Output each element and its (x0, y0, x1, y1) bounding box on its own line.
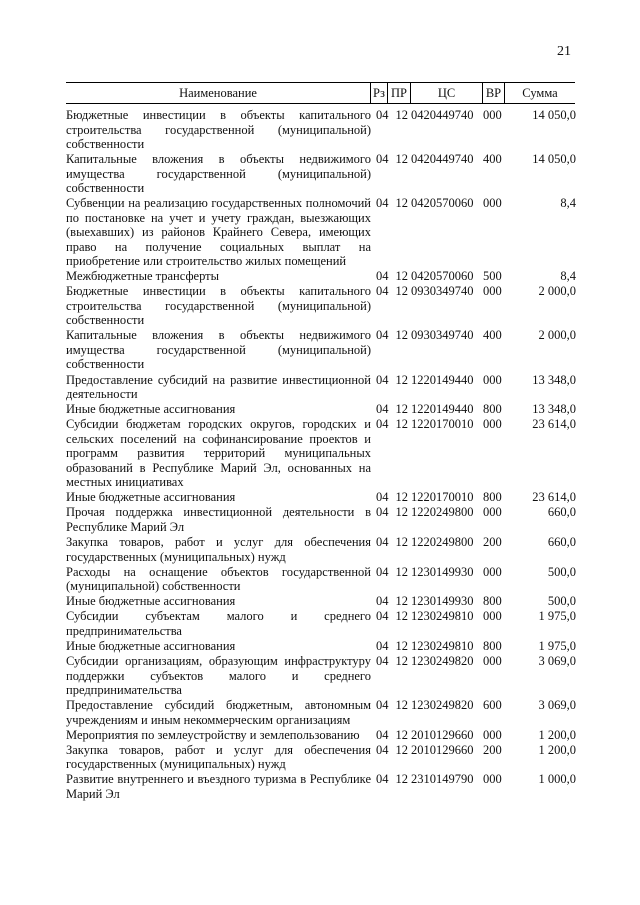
cell-cs: 1220170010 (411, 490, 474, 505)
cell-pr: 12 (395, 535, 408, 550)
cell-vr: 000 (483, 417, 502, 432)
cell-name: Иные бюджетные ассигнования (66, 594, 236, 609)
table-row (66, 108, 576, 152)
cell-rz: 04 (376, 772, 389, 787)
table-header (66, 82, 575, 104)
cell-pr: 12 (395, 402, 408, 417)
cell-sum: 23 614,0 (532, 417, 576, 432)
cell-pr: 12 (395, 742, 408, 757)
cell-sum: 3 069,0 (538, 654, 576, 668)
cell-sum: 1 200,0 (538, 742, 576, 757)
cell-sum: 3 069,0 (538, 698, 576, 713)
cell-name: Прочая поддержка инвестиционной деятельности в Республике Марий Эл (66, 505, 371, 534)
cell-sum: 13 348,0 (532, 372, 576, 387)
cell-vr: 400 (483, 152, 502, 167)
cell-rz: 04 (376, 417, 389, 432)
cell-vr: 600 (483, 698, 502, 713)
cell-name: Субсидии субъектам малого и среднего предпринимательства (66, 609, 371, 638)
table-row (66, 565, 576, 594)
cell-rz: 04 (376, 742, 389, 757)
cell-cs: 0420570060 (411, 269, 474, 284)
cell-vr: 000 (483, 196, 502, 211)
cell-sum: 13 348,0 (532, 402, 576, 417)
page-number: 21 (557, 44, 571, 59)
cell-pr: 12 (395, 654, 408, 668)
cell-vr: 400 (483, 328, 502, 343)
cell-cs: 0420449740 (411, 108, 474, 122)
cell-cs: 1230249810 (411, 638, 474, 653)
cell-name: Закупка товаров, работ и услуг для обеспечения государственных (муниципальных) нужд (66, 535, 371, 564)
cell-cs: 1230249820 (411, 698, 474, 713)
table-row (66, 402, 576, 417)
cell-cs: 0930349740 (411, 328, 474, 343)
cell-rz: 04 (376, 698, 389, 713)
cell-sum: 660,0 (547, 505, 576, 520)
cell-cs: 1220249800 (411, 535, 474, 550)
cell-cs: 1230249810 (411, 609, 474, 624)
cell-name: Субвенции на реализацию государственных полномочий по постановке на учет и учету граждан, выезжающих (выехавших) из районов Крайнего Севера, имеющих право на получение социальных выплат на приобретение или строительство жилых помещений (66, 196, 371, 269)
cell-sum: 1 975,0 (538, 609, 576, 624)
cell-vr: 000 (483, 727, 502, 742)
cell-name: Расходы на оснащение объектов государственной (муниципальной) собственности (66, 564, 371, 594)
cell-rz: 04 (376, 638, 389, 653)
cell-rz: 04 (376, 505, 389, 520)
cell-sum: 8,4 (560, 269, 576, 284)
table-row (66, 609, 576, 638)
cell-sum: 1 000,0 (538, 772, 576, 787)
cell-pr: 12 (395, 638, 408, 653)
cell-cs: 0420449740 (411, 152, 474, 167)
cell-rz: 04 (376, 535, 389, 550)
cell-name: Иные бюджетные ассигнования (66, 490, 236, 505)
cell-rz: 04 (376, 594, 389, 609)
cell-rz: 04 (376, 196, 389, 211)
cell-vr: 000 (483, 609, 502, 624)
cell-rz: 04 (376, 284, 389, 299)
table-row (66, 490, 576, 505)
cell-name: Мероприятия по землеустройству и землепользованию (66, 727, 360, 742)
cell-pr: 12 (395, 196, 408, 211)
cell-sum: 14 050,0 (532, 108, 576, 122)
cell-pr: 12 (395, 417, 408, 432)
cell-pr: 12 (395, 269, 408, 284)
table-row (66, 269, 576, 284)
cell-sum: 1 200,0 (538, 727, 576, 742)
cell-rz: 04 (376, 654, 389, 668)
cell-name: Иные бюджетные ассигнования (66, 638, 236, 653)
cell-rz: 04 (376, 402, 389, 417)
cell-cs: 1230149930 (411, 564, 474, 579)
cell-sum: 2 000,0 (538, 284, 576, 299)
cell-pr: 12 (395, 284, 408, 299)
table-row (66, 505, 576, 534)
table-row (66, 373, 576, 402)
cell-pr: 12 (395, 372, 408, 387)
cell-name: Субсидии бюджетам городских округов, городских и сельских поселений на софинансирование проектов и программ развития территорий муниципальных образований в Республике Марий Эл, основанных на местных инициативах (66, 417, 371, 490)
cell-vr: 000 (483, 505, 502, 520)
cell-rz: 04 (376, 152, 389, 167)
cell-vr: 000 (483, 372, 502, 387)
table-row (66, 328, 576, 372)
header-name: Наименование (66, 83, 371, 103)
table-row (66, 698, 576, 727)
table-row (66, 639, 576, 654)
cell-sum: 8,4 (560, 196, 576, 211)
cell-pr: 12 (395, 609, 408, 624)
cell-rz: 04 (376, 328, 389, 343)
cell-vr: 000 (483, 564, 502, 579)
cell-name: Капитальные вложения в объекты недвижимого имущества государственной (муниципальной) собственности (66, 152, 371, 196)
cell-name: Межбюджетные трансферты (66, 269, 220, 284)
cell-rz: 04 (376, 564, 389, 579)
cell-vr: 800 (483, 402, 502, 417)
cell-cs: 2010129660 (411, 742, 474, 757)
cell-cs: 1220149440 (411, 402, 474, 417)
cell-vr: 800 (483, 490, 502, 505)
cell-sum: 500,0 (547, 594, 576, 609)
cell-pr: 12 (395, 328, 408, 343)
table-row (66, 654, 576, 698)
cell-cs: 1230149930 (411, 594, 474, 609)
cell-vr: 000 (483, 284, 502, 299)
table-row (66, 772, 576, 801)
cell-vr: 800 (483, 594, 502, 609)
cell-pr: 12 (395, 594, 408, 609)
cell-rz: 04 (376, 108, 389, 122)
cell-name: Субсидии организациям, образующим инфраструктуру поддержки субъектов малого и среднего предпринимательства (66, 654, 371, 697)
cell-name: Бюджетные инвестиции в объекты капитального строительства государственной (муниципальной) собственности (66, 284, 371, 328)
cell-vr: 200 (483, 742, 502, 757)
cell-cs: 0420570060 (411, 196, 474, 211)
cell-name: Бюджетные инвестиции в объекты капитального строительства государственной (муниципальной) собственности (66, 108, 371, 151)
cell-name: Капитальные вложения в объекты недвижимого имущества государственной (муниципальной) собственности (66, 328, 371, 372)
cell-cs: 2010129660 (411, 727, 474, 742)
table-row (66, 535, 576, 564)
table-row (66, 728, 576, 743)
cell-pr: 12 (395, 772, 408, 787)
cell-vr: 200 (483, 535, 502, 550)
header-rz: Рз (371, 83, 388, 103)
cell-rz: 04 (376, 609, 389, 624)
cell-sum: 2 000,0 (538, 328, 576, 343)
header-sum: Сумма (522, 86, 558, 100)
table-row (66, 743, 576, 772)
cell-sum: 1 975,0 (538, 638, 576, 653)
cell-pr: 12 (395, 505, 408, 520)
header-pr: ПР (388, 83, 411, 103)
cell-name: Иные бюджетные ассигнования (66, 402, 236, 417)
cell-cs: 0930349740 (411, 284, 474, 299)
table-row (66, 417, 576, 490)
cell-vr: 000 (483, 654, 502, 668)
cell-sum: 660,0 (547, 535, 576, 550)
table-row (66, 594, 576, 609)
cell-pr: 12 (395, 108, 408, 122)
cell-vr: 500 (483, 269, 502, 284)
header-cs: ЦС (411, 83, 483, 103)
cell-cs: 1220249800 (411, 505, 474, 520)
cell-rz: 04 (376, 372, 389, 387)
cell-vr: 000 (483, 108, 502, 122)
cell-rz: 04 (376, 269, 389, 284)
cell-rz: 04 (376, 727, 389, 742)
cell-cs: 1220170010 (411, 417, 474, 432)
cell-pr: 12 (395, 490, 408, 505)
cell-name: Закупка товаров, работ и услуг для обеспечения государственных (муниципальных) нужд (66, 742, 371, 772)
table-body (66, 108, 576, 802)
cell-name: Развитие внутреннего и въездного туризма в Республике Марий Эл (66, 772, 371, 801)
cell-pr: 12 (395, 152, 408, 167)
cell-pr: 12 (395, 564, 408, 579)
cell-cs: 2310149790 (411, 772, 474, 787)
header-vr: ВР (483, 83, 505, 103)
cell-cs: 1220149440 (411, 372, 474, 387)
cell-name: Предоставление субсидий бюджетным, автономным учреждениям и иным некоммерческим организациям (66, 698, 371, 727)
table-row (66, 152, 576, 196)
cell-pr: 12 (395, 727, 408, 742)
cell-sum: 500,0 (547, 564, 576, 579)
cell-sum: 23 614,0 (532, 490, 576, 505)
cell-vr: 800 (483, 638, 502, 653)
cell-name: Предоставление субсидий на развитие инвестиционной деятельности (66, 372, 371, 402)
table-row (66, 284, 576, 328)
cell-sum: 14 050,0 (532, 152, 576, 167)
cell-vr: 000 (483, 772, 502, 787)
cell-cs: 1230249820 (411, 654, 474, 668)
table-row (66, 196, 576, 269)
cell-pr: 12 (395, 698, 408, 713)
cell-rz: 04 (376, 490, 389, 505)
